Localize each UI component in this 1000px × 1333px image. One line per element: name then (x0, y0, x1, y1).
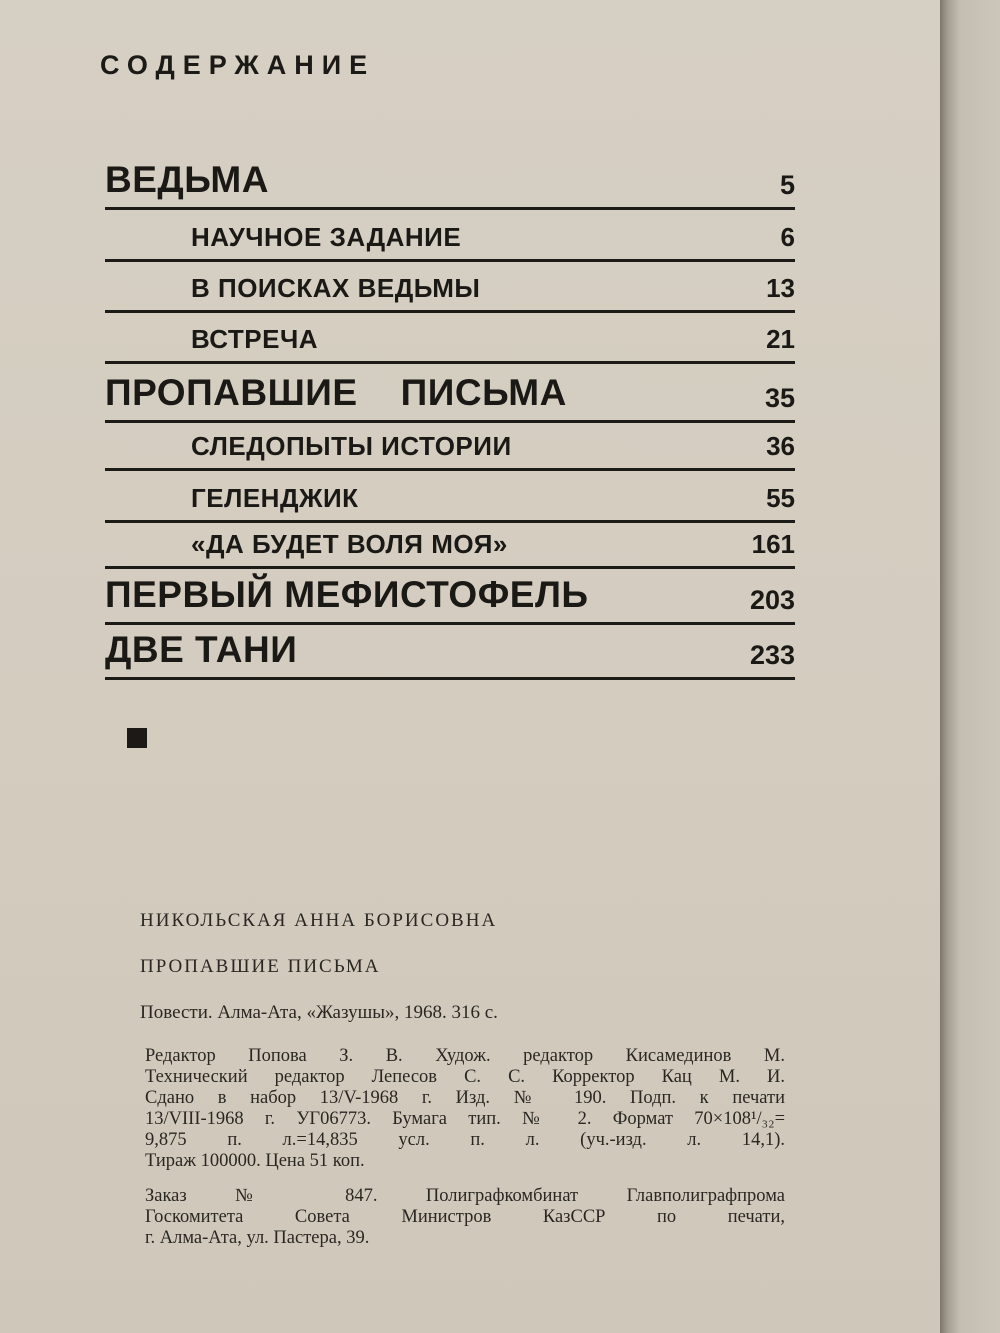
toc-entry-page: 21 (766, 324, 795, 354)
toc-entry-title: В ПОИСКАХ ВЕДЬМЫ (191, 273, 481, 303)
toc-entry-page: 36 (766, 431, 795, 461)
next-page-edge (940, 0, 1000, 1333)
printer-line: Заказ № 847. Полиграфкомбинат Главполиграфпрома (145, 1186, 785, 1206)
toc-entry-title: ВСТРЕЧА (191, 324, 319, 354)
toc-entry (105, 313, 795, 364)
toc-entry (105, 523, 795, 569)
toc-entry-page: 203 (749, 585, 795, 615)
toc-entry-title: ПЕРВЫЙ МЕФИСТОФЕЛЬ (105, 574, 589, 615)
credits-line: Редактор Попова З. В. Худож. редактор Кисамединов М. (145, 1046, 785, 1066)
toc-entry-page: 55 (766, 483, 795, 513)
toc-entry-page: 35 (764, 383, 795, 413)
black-square-ornament (127, 728, 147, 748)
toc-entry-title: ВЕДЬМА (105, 159, 269, 200)
toc-entry-page: 233 (749, 640, 795, 670)
toc-entry-title: ДВЕ ТАНИ (105, 629, 298, 670)
toc-entry (105, 423, 795, 471)
imprint-credits (145, 1046, 785, 1172)
imprint-book-title: ПРОПАВШИЕ ПИСЬМА (140, 956, 381, 977)
toc-entry-page: 6 (780, 222, 795, 252)
toc-entry (105, 569, 795, 625)
imprint-printer (145, 1186, 785, 1249)
toc-entry-title: ГЕЛЕНДЖИК (191, 483, 359, 513)
toc-entry (105, 210, 795, 262)
credits-line: Технический редактор Лепесов С. С. Корректор Кац М. И. (145, 1067, 785, 1087)
toc-entry (105, 148, 795, 210)
toc-entry (105, 262, 795, 313)
toc-entry-title: НАУЧНОЕ ЗАДАНИЕ (191, 222, 462, 252)
toc-entry-title: «ДА БУДЕТ ВОЛЯ МОЯ» (191, 529, 508, 559)
credits-line: Сдано в набор 13/V-1968 г. Изд. № 190. Подп. к печати (145, 1088, 785, 1108)
toc-entry-page: 5 (779, 170, 795, 200)
toc-entry-page: 161 (751, 529, 795, 559)
credits-line: Тираж 100000. Цена 51 коп. (145, 1151, 365, 1171)
toc-entry-title: ПРОПАВШИЕ ПИСЬМА (105, 372, 567, 413)
toc-entry-title: СЛЕДОПЫТЫ ИСТОРИИ (191, 431, 512, 461)
imprint-author: НИКОЛЬСКАЯ АННА БОРИСОВНА (140, 910, 498, 931)
imprint-description: Повести. Алма-Ата, «Жазушы», 1968. 316 с. (140, 1002, 498, 1023)
credits-line: 13/VIII-1968 г. УГ06773. Бумага тип. № 2. Формат 70×108¹/₃₂= (145, 1109, 785, 1129)
credits-line: 9,875 п. л.=14,835 усл. п. л. (уч.-изд. л. 14,1). (145, 1130, 785, 1150)
toc-entry (105, 625, 795, 680)
toc-entry (105, 364, 795, 423)
toc-entry-page: 13 (766, 273, 795, 303)
contents-heading: СОДЕРЖАНИЕ (100, 50, 376, 80)
toc-entry (105, 471, 795, 523)
printer-line: Госкомитета Совета Министров КазССР по печати, (145, 1207, 785, 1227)
printer-line: г. Алма-Ата, ул. Пастера, 39. (145, 1228, 370, 1248)
